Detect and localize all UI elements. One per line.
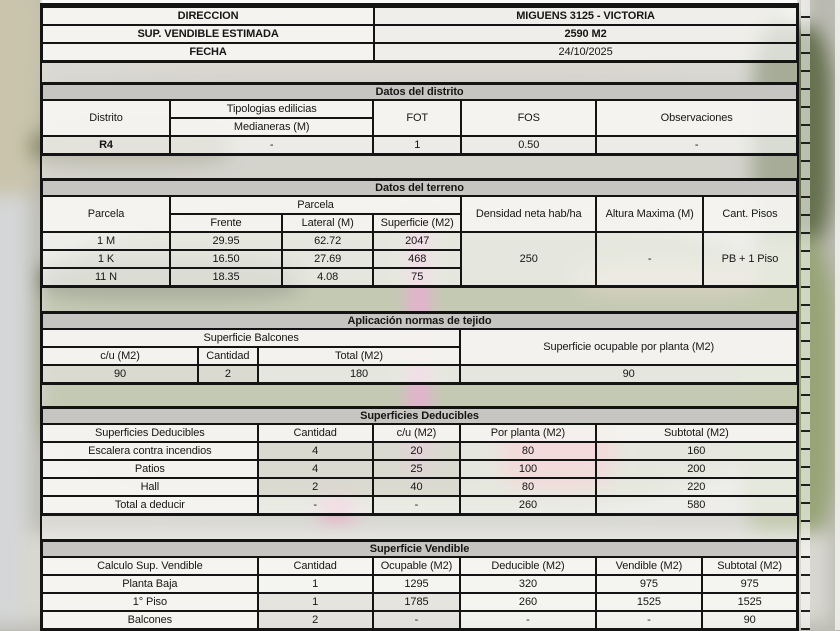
col-header-cantidad: Cantidad (198, 347, 258, 365)
cell-frente: 18.35 (170, 268, 282, 287)
cell-distrito: R4 (42, 136, 171, 155)
col-header-fot: FOT (373, 100, 461, 136)
cell-cu: - (373, 496, 461, 515)
cell-superficie: 2047 (373, 232, 461, 250)
cell-fos: 0.50 (461, 136, 596, 155)
cell-cantidad: 4 (258, 442, 373, 460)
col-header-observaciones: Observaciones (596, 100, 797, 136)
col-header-densidad: Densidad neta hab/ha (461, 196, 596, 232)
table-row (42, 575, 798, 593)
direccion-label: DIRECCION (42, 7, 375, 26)
col-header: Deducible (M2) (460, 557, 595, 575)
table-row (42, 7, 798, 26)
table-row (42, 496, 798, 515)
section-title-row (42, 541, 798, 558)
col-header: c/u (M2) (373, 424, 461, 442)
table-row (42, 43, 798, 62)
row-label: Patios (42, 460, 258, 478)
sup-vendible-label: SUP. VENDIBLE ESTIMADA (42, 25, 375, 43)
col-header-medianeras: Medianeras (M) (170, 118, 373, 136)
row-label: Escalera contra incendios (42, 442, 258, 460)
cell-superficie: 75 (373, 268, 461, 287)
row-label: Hall (42, 478, 258, 496)
col-header: Subtotal (M2) (702, 557, 797, 575)
cell-cantidad: 2 (258, 478, 373, 496)
cell-cu: 40 (373, 478, 461, 496)
table-row (42, 25, 798, 43)
photo-blob-left-top-trees (0, 0, 40, 210)
deducibles-table (40, 406, 799, 516)
col-header: Cantidad (258, 424, 373, 442)
col-header-superficie: Superficie (M2) (373, 214, 461, 232)
cell-por-planta: 80 (460, 442, 595, 460)
row-label: Total a deducir (42, 496, 258, 515)
col-header: Subtotal (M2) (596, 424, 798, 442)
col-header: Vendible (M2) (596, 557, 703, 575)
table-row (42, 593, 798, 611)
row-label: Planta Baja (42, 575, 258, 593)
col-header-ocupable-planta: Superficie ocupable por planta (M2) (460, 329, 797, 365)
cell-observaciones: - (596, 136, 797, 155)
header-row (42, 100, 798, 118)
district-table (40, 82, 799, 156)
section-title-row (42, 84, 798, 101)
cell-subtotal: 90 (702, 611, 797, 630)
cell-lateral: 4.08 (282, 268, 373, 287)
table-row (42, 442, 798, 460)
section-title-row (42, 180, 798, 197)
cell-medianeras: - (170, 136, 373, 155)
header-row (42, 329, 798, 347)
tejido-table (40, 311, 799, 385)
cell-pisos: PB + 1 Piso (703, 232, 798, 287)
cell-ocupable: 1785 (373, 593, 461, 611)
cell-por-planta: 260 (460, 496, 595, 515)
cell-lateral: 62.72 (282, 232, 373, 250)
terrain-table (40, 178, 799, 288)
section-title: Superficies Deducibles (42, 408, 798, 425)
cell-fot: 1 (373, 136, 461, 155)
col-header-parcela: Parcela (42, 196, 171, 232)
row-gridline-strip (801, 0, 810, 630)
col-header: Calculo Sup. Vendible (42, 557, 258, 575)
row-label: 1° Piso (42, 593, 258, 611)
col-header-distrito: Distrito (42, 100, 171, 136)
col-header-balcones: Superficie Balcones (42, 329, 461, 347)
cell-por-planta: 80 (460, 478, 595, 496)
col-header: Cantidad (258, 557, 373, 575)
cell-cantidad: 1 (258, 593, 373, 611)
header-row (42, 196, 798, 214)
col-header-fos: FOS (461, 100, 596, 136)
cell-subtotal: 975 (702, 575, 797, 593)
cell-vendible: 1525 (596, 593, 703, 611)
direccion-value: MIGUENS 3125 - VICTORIA (374, 7, 797, 26)
cell-subtotal: 200 (596, 460, 798, 478)
section-title: Datos del distrito (42, 84, 798, 101)
col-header: Por planta (M2) (460, 424, 595, 442)
table-row (42, 460, 798, 478)
table-row (42, 611, 798, 630)
col-header-tipologias: Tipologias edilicias (170, 100, 373, 118)
table-row (42, 478, 798, 496)
cell-cantidad: 1 (258, 575, 373, 593)
cell-frente: 16.50 (170, 250, 282, 268)
cell-por-planta: 100 (460, 460, 595, 478)
vendible-table (40, 539, 799, 631)
cell-altura: - (596, 232, 703, 287)
cell-subtotal: 220 (596, 478, 798, 496)
col-header-frente: Frente (170, 214, 282, 232)
info-table (40, 5, 799, 63)
table-row (42, 365, 798, 384)
cell-cantidad: 2 (258, 611, 373, 630)
header-row (42, 557, 798, 575)
cell-parcela: 11 N (42, 268, 171, 287)
col-header-pisos: Cant. Pisos (703, 196, 798, 232)
col-header-cu: c/u (M2) (42, 347, 198, 365)
cell-parcela: 1 K (42, 250, 171, 268)
cell-superficie: 468 (373, 250, 461, 268)
table-row (42, 136, 798, 155)
cell-deducible: - (460, 611, 595, 630)
col-header-parcela-group: Parcela (170, 196, 461, 214)
cell-cu: 20 (373, 442, 461, 460)
cell-ocupable: 90 (460, 365, 797, 384)
header-row (42, 424, 798, 442)
cell-cu: 90 (42, 365, 198, 384)
cell-lateral: 27.69 (282, 250, 373, 268)
cell-cu: 25 (373, 460, 461, 478)
col-header: Ocupable (M2) (373, 557, 461, 575)
cell-cantidad: 4 (258, 460, 373, 478)
fecha-label: FECHA (42, 43, 375, 62)
cell-cantidad: 2 (198, 365, 258, 384)
cell-deducible: 260 (460, 593, 595, 611)
cell-ocupable: - (373, 611, 461, 630)
cell-deducible: 320 (460, 575, 595, 593)
table-row (42, 232, 798, 250)
section-title: Datos del terreno (42, 180, 798, 197)
cell-vendible: 975 (596, 575, 703, 593)
row-label: Balcones (42, 611, 258, 630)
section-title: Aplicación normas de tejido (42, 313, 798, 330)
cell-frente: 29.95 (170, 232, 282, 250)
photo-right-edge-strip (835, 0, 840, 630)
col-header-total: Total (M2) (258, 347, 461, 365)
sup-vendible-value: 2590 M2 (374, 25, 797, 43)
section-title-row (42, 408, 798, 425)
cell-vendible: - (596, 611, 703, 630)
cell-total: 180 (258, 365, 461, 384)
cell-densidad: 250 (461, 232, 596, 287)
cell-subtotal: 1525 (702, 593, 797, 611)
cell-ocupable: 1295 (373, 575, 461, 593)
spreadsheet-overlay (40, 0, 799, 630)
cell-parcela: 1 M (42, 232, 171, 250)
cell-subtotal: 580 (596, 496, 798, 515)
fecha-value: 24/10/2025 (374, 43, 797, 62)
col-header-lateral: Lateral (M) (282, 214, 373, 232)
col-header-altura: Altura Maxima (M) (596, 196, 703, 232)
cell-cantidad: - (258, 496, 373, 515)
section-title: Superficie Vendible (42, 541, 798, 558)
col-header: Superficies Deducibles (42, 424, 258, 442)
cell-subtotal: 160 (596, 442, 798, 460)
section-title-row (42, 313, 798, 330)
